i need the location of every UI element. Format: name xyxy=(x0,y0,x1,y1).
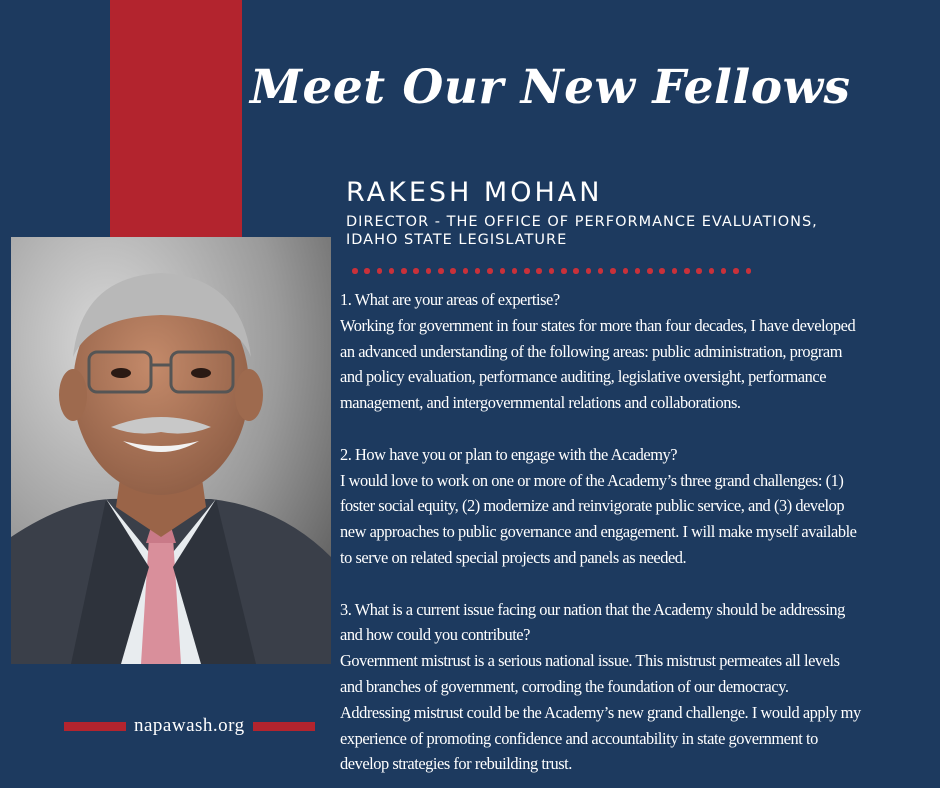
fellow-portrait-photo xyxy=(11,237,331,664)
question-2: 2. How have you or plan to engage with the Academy? xyxy=(340,444,678,464)
fellow-title-line: IDAHO STATE LEGISLATURE xyxy=(346,232,568,248)
answer-3-line: develop strategies for rebuilding trust. xyxy=(340,754,572,774)
answer-3-line: Addressing mistrust could be the Academy’s new grand challenge. I would apply my xyxy=(340,702,861,722)
footer-rule-right xyxy=(253,722,315,731)
answer-3-line: Government mistrust is a serious national issue. This mistrust permeates all levels xyxy=(340,651,840,671)
answer-3-line: experience of promoting confidence and accountability in state government to xyxy=(340,728,818,748)
question-1: 1. What are your areas of expertise? xyxy=(340,290,560,309)
answer-2-line: I would love to work on one or more of the Academy’s three grand challenges: (1) xyxy=(340,470,844,490)
question-3-line: 3. What is a current issue facing our nation that the Academy should be addressing xyxy=(340,599,845,619)
answer-2-line: foster social equity, (2) modernize and reinvigorate public service, and (3) develop xyxy=(340,496,845,516)
answer-2-line: to serve on related special projects and panels as needed. xyxy=(340,547,687,567)
answer-3-line: and branches of government, corroding the foundation of our democracy. xyxy=(340,676,789,696)
answer-1-line: and policy evaluation, performance auditing, legislative oversight, performance xyxy=(340,367,827,387)
fellow-title-line: DIRECTOR - THE OFFICE OF PERFORMANCE EVALUATIONS, xyxy=(346,214,818,230)
qa-section xyxy=(340,287,936,777)
website-link[interactable]: napawash.org xyxy=(134,715,245,736)
answer-1-line: an advanced understanding of the following areas: public administration, program xyxy=(340,341,843,361)
question-3-line: and how could you contribute? xyxy=(340,625,530,645)
answer-2-line: new approaches to public governance and engagement. I will make myself available xyxy=(340,522,857,542)
answer-1-line: Working for government in four states for more than four decades, I have developed xyxy=(340,315,856,335)
fellow-name: RAKESH MOHAN xyxy=(346,177,603,208)
dotted-divider xyxy=(352,268,751,274)
website-footer xyxy=(64,712,326,740)
footer-rule-left xyxy=(64,722,126,731)
page-headline: Meet Our New Fellows xyxy=(250,60,851,115)
fellow-title xyxy=(346,213,818,249)
red-accent-bar xyxy=(110,0,242,238)
answer-1-line: management, and intergovernmental relations and collaborations. xyxy=(340,393,741,413)
